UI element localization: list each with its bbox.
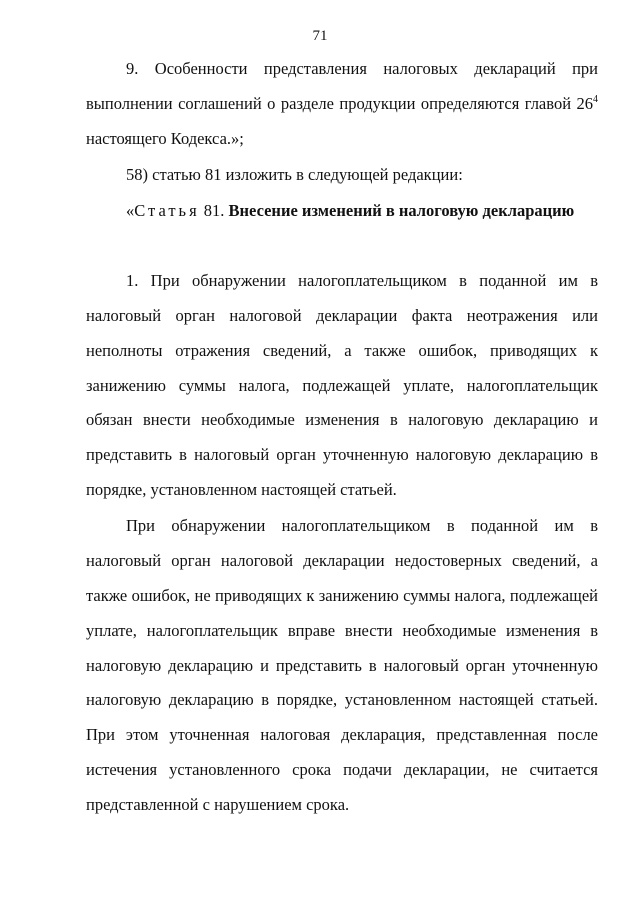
page-number: 71 (312, 28, 328, 44)
article-paragraph-1: 1. При обнаружении налогоплательщиком в поданной им в налоговый орган налоговой декларации факта неотражения или неполноты отражения сведений, а также ошибок, приводящих к занижению суммы налога, подлежащей уплате, налогоплательщик обязан внести необходимые изменения в налоговую декларацию и представить в налоговый орган уточненную налоговую декларацию в порядке, установленном настоящей статьей. (86, 271, 598, 499)
article-heading-word: Статья (134, 201, 200, 221)
article-heading (86, 194, 598, 229)
document-body (86, 52, 598, 823)
article-heading-title: Внесение изменений в налоговую декларацию (228, 201, 575, 221)
article-heading-number: 81. (199, 201, 229, 221)
article-paragraph-2: При обнаружении налогоплательщиком в поданной им в налоговый орган налоговой декларации недостоверных сведений, а также ошибок, не приводящих к занижению суммы налога, подлежащей уплате, налогоплательщик вправе внести необходимые изменения в налоговую декларацию и представить в налоговый орган уточненную налоговую декларацию в порядке, установленном настоящей статьей. При этом уточненная налоговая декларация, представленная после истечения установленного срока подачи декларации, не считается представленной с нарушением срока. (86, 516, 598, 814)
paragraph-item-9-text: 9. Особенности представления налоговых деклараций при выполнении соглашений о разделе продукции определяются главой 26 (86, 59, 598, 113)
paragraph-item-58: 58) статью 81 изложить в следующей редакции: (126, 164, 463, 184)
article-heading-open-quote: « (126, 201, 135, 221)
chapter-superscript: 4 (593, 93, 598, 105)
paragraph-item-9-tail: настоящего Кодекса.»; (86, 128, 244, 148)
paragraph-item-9 (86, 52, 598, 156)
